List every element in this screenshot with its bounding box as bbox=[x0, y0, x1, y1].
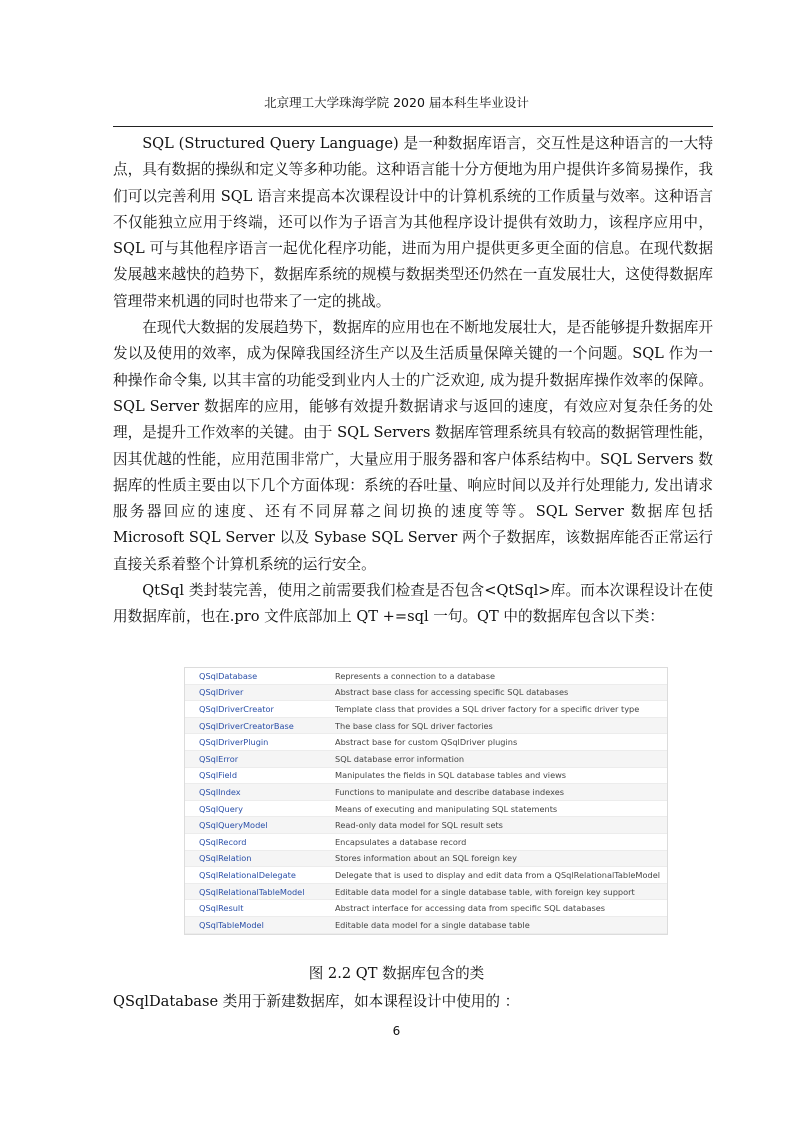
class-description-cell: Read-only data model for SQL result sets bbox=[319, 817, 667, 834]
page-header: 北京理工大学珠海学院 2020 届本科生毕业设计 bbox=[264, 95, 529, 110]
table-row bbox=[185, 883, 667, 900]
class-name-cell: QSqlTableModel bbox=[185, 916, 319, 933]
paragraph-sql-server: 在现代大数据的发展趋势下，数据库的应用也在不断地发展壮大，是否能够提升数据库开发以及使用的效率，成为保障我国经济生产以及生活质量保障关键的一个问题。SQL 作为一种操作命令集, 以其丰富的功能受到业内人士的广泛欢迎, 成为提升数据库操作效率的保障。SQL Server 数据库的应用，能够有效提升数据请求与返回的速度，有效应对复杂任务的处理，是提升工作效率的关键。由于 SQL Servers 数据库管理系统具有较高的数据管理性能，因其优越的性能，应用范围非常广，大量应用于服务器和客户体系结构中。SQL Servers 数据库的性质主要由以下几个方面体现：系统的吞吐量、响应时间以及并行处理能力, 发出请求服务器回应的速度、还有不同屏幕之间切换的速度等等。SQL Server 数据库包括 Microsoft SQL Server 以及 Sybase SQL Server 两个子数据库，该数据库能否正常运行直接关系着整个计算机系统的运行安全。 bbox=[113, 319, 713, 573]
class-name-cell: QSqlRelationalDelegate bbox=[185, 867, 319, 884]
class-name-cell: QSqlError bbox=[185, 750, 319, 767]
table-row bbox=[185, 916, 667, 933]
class-description-cell: Delegate that is used to display and edit data from a QSqlRelationalTableModel bbox=[319, 867, 667, 884]
table-row bbox=[185, 684, 667, 701]
table-row bbox=[185, 734, 667, 751]
class-description-cell: SQL database error information bbox=[319, 750, 667, 767]
page-number: 6 bbox=[392, 1024, 401, 1038]
table-row bbox=[185, 701, 667, 718]
table-row bbox=[185, 867, 667, 884]
table-row bbox=[185, 800, 667, 817]
class-description-cell: Abstract base for custom QSqlDriver plugins bbox=[319, 734, 667, 751]
class-name-cell: QSqlDatabase bbox=[185, 668, 319, 684]
class-name-cell: QSqlDriverCreatorBase bbox=[185, 717, 319, 734]
class-name-cell: QSqlRelationalTableModel bbox=[185, 883, 319, 900]
class-name-cell: QSqlField bbox=[185, 767, 319, 784]
class-description-cell: Stores information about an SQL foreign key bbox=[319, 850, 667, 867]
table-row bbox=[185, 767, 667, 784]
table-row bbox=[185, 833, 667, 850]
table-row bbox=[185, 900, 667, 917]
table-row bbox=[185, 717, 667, 734]
header-rule bbox=[113, 126, 713, 127]
closing-line: QSqlDatabase 类用于新建数据库，如本课程设计中使用的 ： bbox=[113, 993, 520, 1010]
class-description-cell: Abstract interface for accessing data from specific SQL databases bbox=[319, 900, 667, 917]
table-row bbox=[185, 784, 667, 801]
class-description-cell: Editable data model for a single database table, with foreign key support bbox=[319, 883, 667, 900]
class-name-cell: QSqlRecord bbox=[185, 833, 319, 850]
class-name-cell: QSqlResult bbox=[185, 900, 319, 917]
class-description-cell: Represents a connection to a database bbox=[319, 668, 667, 684]
body-text bbox=[113, 131, 713, 631]
table-row bbox=[185, 817, 667, 834]
qt-sql-classes-table bbox=[185, 668, 667, 934]
class-name-cell: QSqlQuery bbox=[185, 800, 319, 817]
class-description-cell: Encapsulates a database record bbox=[319, 833, 667, 850]
paragraph-qtsql: QtSql 类封装完善，使用之前需要我们检查是否包含<QtSql>库。而本次课程设计在使用数据库前，也在.pro 文件底部加上 QT +=sql 一句。QT 中的数据库包含以下类： bbox=[113, 582, 713, 626]
class-description-cell: Abstract base class for accessing specific SQL databases bbox=[319, 684, 667, 701]
class-description-cell: Means of executing and manipulating SQL statements bbox=[319, 800, 667, 817]
class-description-cell: Editable data model for a single database table bbox=[319, 916, 667, 933]
class-description-cell: Functions to manipulate and describe database indexes bbox=[319, 784, 667, 801]
class-description-cell: Manipulates the fields in SQL database tables and views bbox=[319, 767, 667, 784]
figure-caption: 图 2.2 QT 数据库包含的类 bbox=[308, 965, 485, 982]
paragraph-sql-intro: SQL (Structured Query Language) 是一种数据库语言，交互性是这种语言的一大特点，具有数据的操纵和定义等多种功能。这种语言能十分方便地为用户提供许多简易操作，我们可以完善利用 SQL 语言来提高本次课程设计中的计算机系统的工作质量与效率。这种语言不仅能独立应用于终端，还可以作为子语言为其他程序设计提供有效助力，该程序应用中，SQL 可与其他程序语言一起优化程序功能，进而为用户提供更多更全面的信息。在现代数据发展越来越快的趋势下，数据库系统的规模与数据类型还仍然在一直发展壮大，这使得数据库管理带来机遇的同时也带来了一定的挑战。 bbox=[113, 135, 713, 310]
table-row bbox=[185, 750, 667, 767]
class-name-cell: QSqlQueryModel bbox=[185, 817, 319, 834]
class-name-cell: QSqlRelation bbox=[185, 850, 319, 867]
class-description-cell: Template class that provides a SQL driver factory for a specific driver type bbox=[319, 701, 667, 718]
class-name-cell: QSqlDriverCreator bbox=[185, 701, 319, 718]
table-row bbox=[185, 850, 667, 867]
class-name-cell: QSqlDriverPlugin bbox=[185, 734, 319, 751]
qt-sql-classes-figure bbox=[184, 667, 668, 935]
class-description-cell: The base class for SQL driver factories bbox=[319, 717, 667, 734]
class-name-cell: QSqlIndex bbox=[185, 784, 319, 801]
table-row bbox=[185, 668, 667, 684]
class-name-cell: QSqlDriver bbox=[185, 684, 319, 701]
